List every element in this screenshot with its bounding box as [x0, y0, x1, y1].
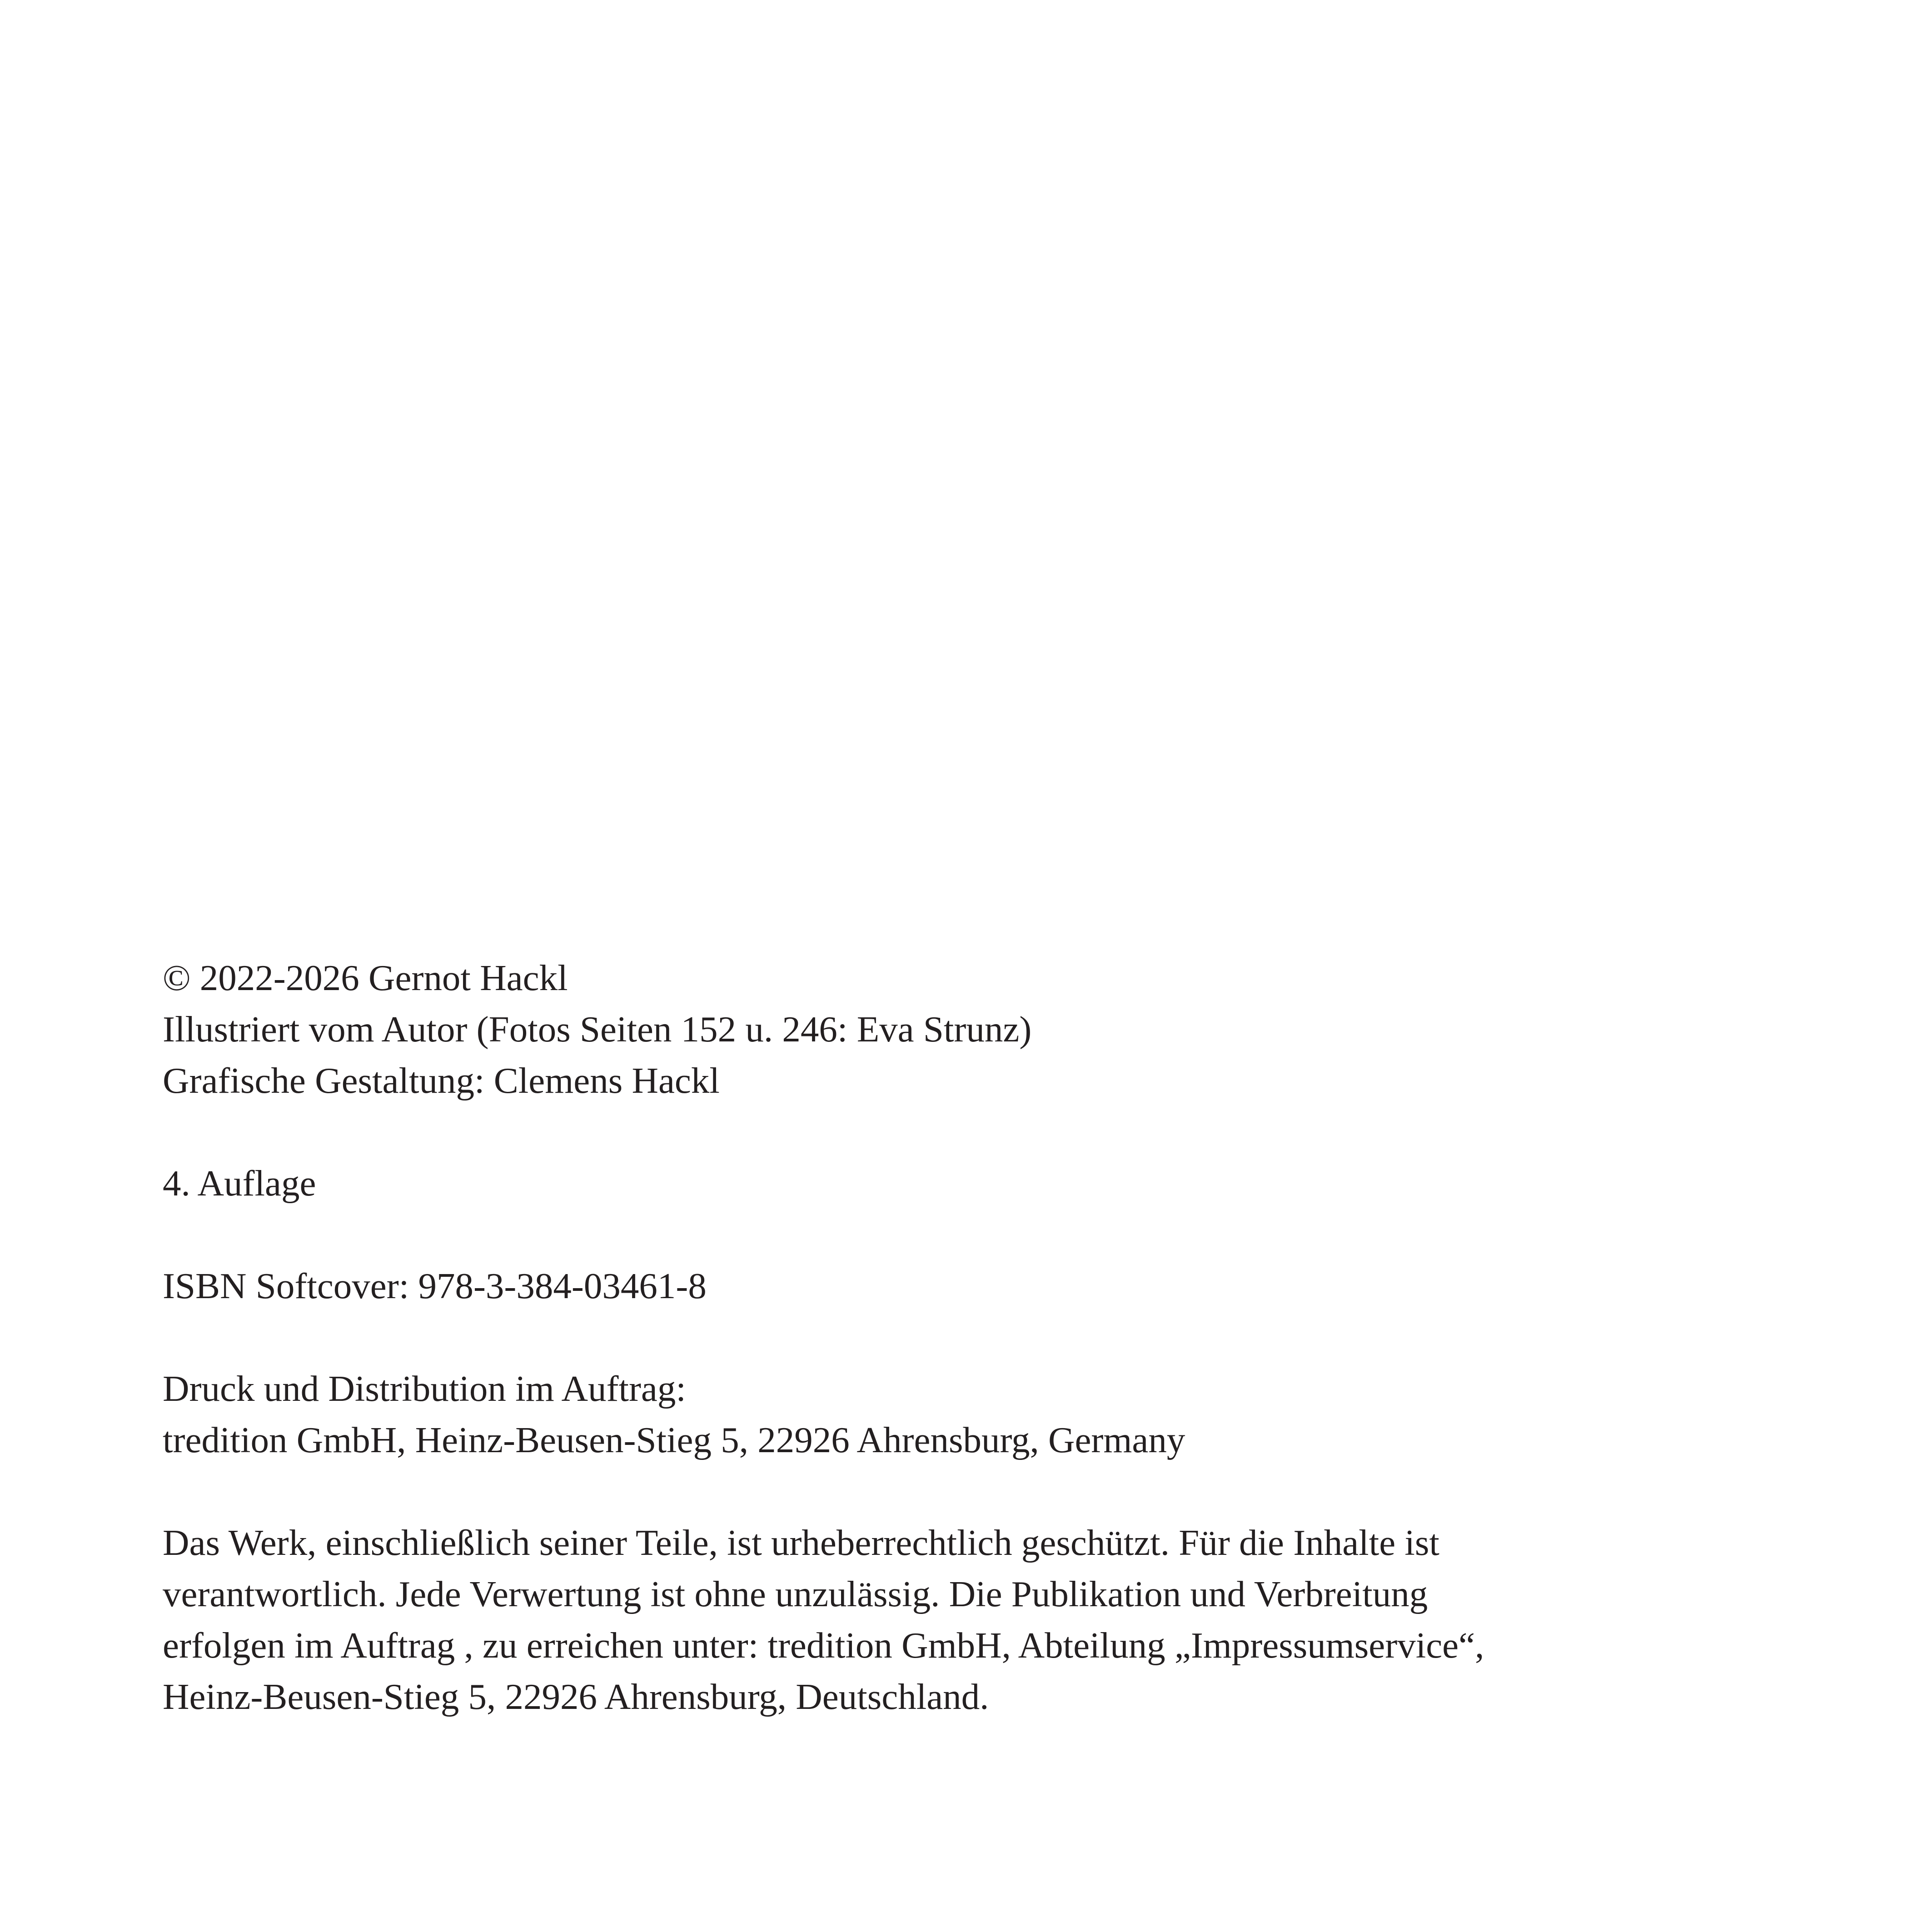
design-credit: Grafische Gestaltung: Clemens Hackl [163, 1060, 720, 1101]
print-heading: Druck und Distribution im Auftrag: [163, 1368, 686, 1409]
edition-block [163, 1158, 1844, 1209]
credits-block [163, 952, 1844, 1106]
legal-line: Heinz-Beusen-Stieg 5, 22926 Ahrensburg, Deutschland. [163, 1676, 989, 1717]
edition-line: 4. Auflage [163, 1163, 316, 1204]
legal-line: Das Werk, einschließlich seiner Teile, ist urheberrechtlich geschützt. Für die Inhalte ist [163, 1522, 1439, 1563]
illustration-credit: Illustriert vom Autor (Fotos Seiten 152 u. 246: Eva Strunz) [163, 1009, 1032, 1050]
imprint-page [163, 952, 1844, 1774]
legal-line: erfolgen im Auftrag , zu erreichen unter: tredition GmbH, Abteilung „Impressumservice“, [163, 1625, 1484, 1666]
legal-line: verantwortlich. Jede Verwertung ist ohne unzulässig. Die Publikation und Verbreitung [163, 1573, 1428, 1614]
isbn-line: ISBN Softcover: 978-3-384-03461-8 [163, 1265, 707, 1306]
isbn-block [163, 1260, 1844, 1312]
legal-block [163, 1517, 1844, 1723]
copyright-line: © 2022-2026 Gernot Hackl [163, 957, 568, 998]
print-block [163, 1363, 1844, 1466]
publisher-address: tredition GmbH, Heinz-Beusen-Stieg 5, 22926 Ahrensburg, Germany [163, 1419, 1185, 1460]
